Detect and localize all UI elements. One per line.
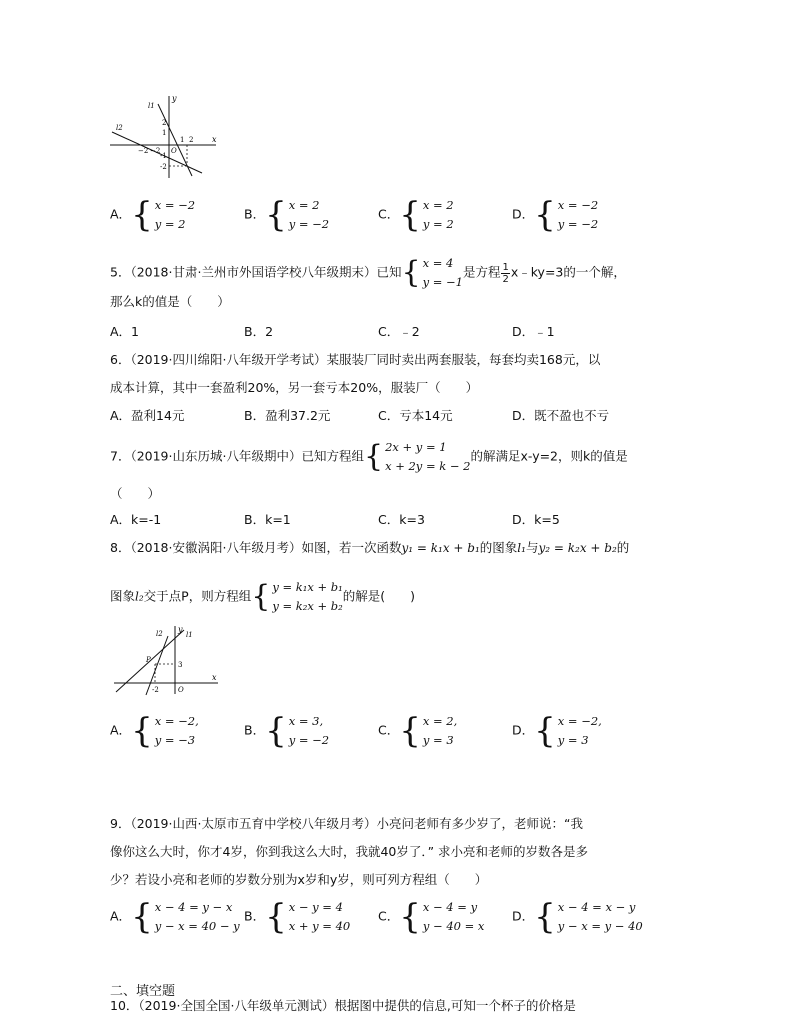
q5-option-b[interactable]: B．2 [244, 324, 274, 339]
q6-stem: 6．（2019·四川绵阳·八年级开学考试）某服装厂同时卖出两套服装，每套均卖168元，以 [110, 352, 601, 367]
q4-tick-m2: −2 [150, 147, 161, 155]
q8-option-a[interactable]: A． { x = −2, y = −3 [110, 711, 199, 751]
q8-option-d[interactable]: D． { x = −2, y = 3 [512, 711, 602, 751]
q7-option-b[interactable]: B．k=1 [244, 512, 291, 527]
q9-option-d[interactable]: D． { x − 4 = x − y y − x = y − 40 [512, 897, 643, 937]
q8-tick-y3: 3 [178, 661, 183, 669]
q8-tick-xm2: -2 [152, 686, 159, 694]
q9-option-c[interactable]: C． { x − 4 = y y − 40 = x [378, 897, 485, 937]
q10-stem: 10．（2019·全国全国·八年级单元测试）根据图中提供的信息,可知一个杯子的价格是 [110, 998, 576, 1013]
q6-option-d[interactable]: D．既不盈也不亏 [512, 408, 610, 423]
q4-tick-ym2: -2 [160, 163, 167, 171]
q6-option-c[interactable]: C．亏本14元 [378, 408, 453, 423]
q4-tick-x2: 2 [189, 136, 194, 144]
q5-option-a[interactable]: A．1 [110, 324, 140, 339]
q8-label-x: x [212, 673, 217, 682]
q4-label-l1: l1 [148, 102, 155, 110]
q4-tick-ym1: -1 [160, 152, 167, 160]
q4-label-l2: l2 [116, 124, 123, 132]
q9-option-a[interactable]: A． { x − 4 = y − x y − x = 40 − y [110, 897, 240, 937]
q8-label-l2: l2 [156, 630, 163, 638]
q8-option-b[interactable]: B． { x = 3, y = −2 [244, 711, 330, 751]
q6-stem-line2: 成本计算，其中一套盈利20%，另一套亏本20%，服装厂（ ） [110, 380, 479, 395]
q9-option-b[interactable]: B． { x − y = 4 x + y = 40 [244, 897, 351, 937]
q5-option-c[interactable]: C．﹣2 [378, 324, 420, 339]
q5-option-d[interactable]: D．﹣1 [512, 324, 555, 339]
q4-option-d[interactable]: D． { x = −2 y = −2 [512, 195, 599, 235]
q4-label-y: y [172, 94, 177, 103]
q7-stem: 7．（2019·山东历城·八年级期中）已知方程组 { 2x + y = 1 x + 2y = k − 2 的解满足x-y=2，则k的值是 [110, 439, 628, 474]
q8-graph [112, 622, 222, 696]
q7-option-d[interactable]: D．k=5 [512, 512, 560, 527]
q8-option-c[interactable]: C． { x = 2, y = 3 [378, 711, 458, 751]
q4-graph [108, 92, 218, 180]
q9-stem-line2: 像你这么大时，你才4岁，你到我这么大时，我就40岁了．” 求小亮和老师的岁数各是多 [110, 844, 589, 859]
q4-tick-xm2: −2 [138, 147, 149, 155]
q4-option-c[interactable]: C． { x = 2 y = 2 [378, 195, 454, 235]
q4-tick-y1: 1 [162, 129, 167, 137]
q4-tick-x1: 1 [180, 136, 185, 144]
q6-option-b[interactable]: B．盈利37.2元 [244, 408, 331, 423]
q8-label-p: P [146, 656, 151, 664]
q8-stem-line2: 图象l₂交于点P，则方程组 { y = k₁x + b₁ y = k₂x + b₂ 的解是( ) [110, 579, 416, 614]
q5-stem: 5．（2018·甘肃·兰州市外国语学校八年级期末）已知 { x = 4 y = −1 是方程 $\frac{1}{2}$ x﹣ky=3的一个解， [110, 255, 626, 290]
q4-option-a[interactable]: A． { x = −2 y = 2 [110, 195, 196, 235]
q7-option-a[interactable]: A．k=-1 [110, 512, 162, 527]
q7-option-c[interactable]: C．k=3 [378, 512, 425, 527]
q6-option-a[interactable]: A．盈利14元 [110, 408, 185, 423]
q8-label-l1: l1 [186, 631, 193, 639]
q4-label-x: x [212, 135, 217, 144]
q5-stem-line2: 那么k的值是（ ） [110, 294, 230, 309]
q9-stem-line3: 少？若设小亮和老师的岁数分别为x岁和y岁，则可列方程组（ ） [110, 872, 488, 887]
q7-stem-line2: （ ） [110, 486, 161, 501]
q4-option-b[interactable]: B． { x = 2 y = −2 [244, 195, 330, 235]
section-fill-in-blank-heading: 二、填空题 [110, 984, 176, 999]
q8-stem: 8．（2018·安徽涡阳·八年级月考）如图，若一次函数y₁ = k₁x + b₁的图象l₁与y₂ = k₂x + b₂的 [110, 540, 630, 555]
q8-origin: O [178, 686, 184, 694]
q4-tick-y2: 2 [162, 119, 167, 127]
q8-label-y: y [178, 625, 183, 634]
q4-origin: O [171, 147, 177, 155]
q9-stem: 9．（2019·山西·太原市五育中学校八年级月考）小亮问老师有多少岁了，老师说：“我 [110, 816, 583, 831]
